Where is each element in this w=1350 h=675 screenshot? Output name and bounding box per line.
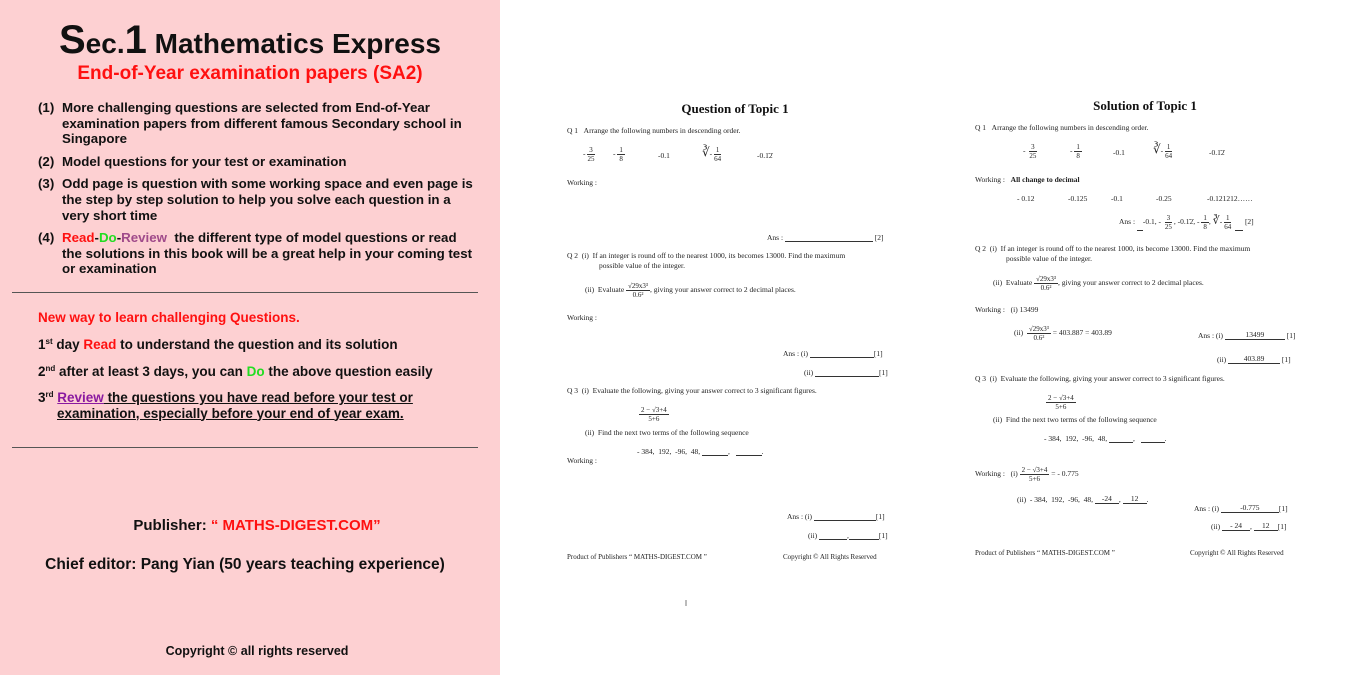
feature-list bbox=[38, 100, 478, 284]
numerator: 1 bbox=[619, 146, 623, 154]
question-text: Evaluate the following, giving your answer correct to 3 significant figures. bbox=[592, 386, 817, 395]
answer-blank[interactable] bbox=[810, 357, 874, 358]
answer-value: , -0.1̇2̇, bbox=[1173, 217, 1196, 227]
numerator: 2 − √3+4 bbox=[641, 406, 667, 414]
feature-number: (1) bbox=[38, 100, 55, 115]
decimal-value: -0.125 bbox=[1068, 194, 1088, 203]
answer-blank[interactable] bbox=[815, 376, 879, 377]
feature-text: Odd page is question with some working space and even page is the step by step solution to help you solve each question in a very short time bbox=[62, 176, 473, 223]
decimal-value: - 0.12 bbox=[1017, 194, 1035, 203]
learn-title: New way to learn challenging Questions. bbox=[38, 310, 300, 325]
marks: [1] bbox=[1277, 522, 1287, 531]
denominator: 25 bbox=[587, 155, 595, 163]
q3-expression bbox=[639, 406, 669, 423]
part-label: (ii) bbox=[993, 278, 1003, 288]
part-label: (i) bbox=[581, 386, 589, 395]
question-label: Q 3 bbox=[567, 386, 579, 395]
working-text: = 403.887 = 403.89 bbox=[1052, 328, 1112, 338]
denominator: 25 bbox=[1164, 223, 1172, 231]
feature-number: (2) bbox=[38, 153, 55, 169]
ordinal-suffix: nd bbox=[45, 363, 56, 373]
marks: [1] bbox=[873, 349, 883, 358]
part-label: (ii) bbox=[993, 415, 1003, 424]
question-label: Q 2 bbox=[975, 244, 987, 253]
marks: [1] bbox=[1278, 504, 1288, 513]
page-title: Question of Topic 1 bbox=[681, 101, 789, 116]
q3-answer-ii: (ii) - 24 , 12 [1] bbox=[1211, 521, 1287, 531]
dash: - bbox=[94, 230, 99, 246]
publisher-name: “ MATHS-DIGEST.COM” bbox=[210, 517, 381, 534]
marks: [1] bbox=[1281, 355, 1291, 364]
denominator: 64 bbox=[714, 155, 722, 163]
q1-item-root bbox=[702, 146, 723, 163]
ans-label: Ans : (i) bbox=[787, 512, 812, 521]
step-ordinal: 1 bbox=[38, 337, 46, 352]
learn-method bbox=[38, 310, 478, 432]
step-text: to understand the question and its solution bbox=[116, 337, 398, 352]
fraction bbox=[626, 282, 650, 299]
part-label: (ii) bbox=[1017, 495, 1027, 504]
fraction bbox=[1020, 466, 1050, 483]
q3-answer-i bbox=[787, 512, 885, 521]
question-text: , giving your answer correct to 2 decimal places. bbox=[1058, 278, 1204, 288]
step-text: day bbox=[52, 337, 84, 352]
q2-answer-i bbox=[783, 349, 883, 358]
keyword-review: Review bbox=[121, 230, 167, 246]
question-text: If an integer is round off to the nearest 1000, its becomes 13000. Find the maximum bbox=[592, 251, 846, 260]
sequence: - 384, 192, -96, 48, bbox=[1044, 434, 1108, 443]
fraction bbox=[1163, 214, 1174, 231]
marks: [1] bbox=[878, 531, 888, 540]
working-label: Working : bbox=[567, 313, 598, 322]
numerator: √29x3³ bbox=[1028, 325, 1049, 333]
feature-text: Model questions for your test or examination bbox=[62, 153, 347, 169]
fraction bbox=[1027, 325, 1051, 342]
question-text: Arrange the following numbers in descending order. bbox=[583, 126, 741, 135]
q1-working bbox=[975, 175, 1080, 184]
feature-text-rest: the different type of model questions or read the solutions in this book will be a great help in your coming test or examination bbox=[62, 230, 476, 277]
q2-part-i bbox=[975, 244, 1250, 253]
footer-copyright: Copyright © All Rights Reserved bbox=[1190, 549, 1284, 557]
question-text: If an integer is round off to the nearest 1000, its become 13000. Find the maximum bbox=[1000, 244, 1251, 253]
answer-value: 13499 bbox=[1225, 330, 1285, 340]
denominator: 5+6 bbox=[1029, 475, 1040, 483]
numerator: 3 bbox=[589, 146, 593, 154]
ans-label: Ans : bbox=[767, 233, 784, 242]
marks: [1] bbox=[875, 512, 885, 521]
cover-panel bbox=[0, 0, 500, 675]
numerator: 1 bbox=[1076, 143, 1080, 151]
chief-editor: Chief editor: Pang Yian (50 years teaching experience) bbox=[45, 556, 445, 573]
divider bbox=[12, 292, 478, 293]
step-text: the above question easily bbox=[264, 363, 433, 379]
marks: [1] bbox=[1286, 331, 1296, 340]
numerator: 2 − √3+4 bbox=[1021, 466, 1048, 474]
question-text: possible value of the integer. bbox=[599, 261, 686, 270]
numerator: 2 − √3+4 bbox=[1048, 394, 1074, 402]
ans-label: Ans : (i) bbox=[1198, 331, 1223, 340]
page-title: Solution of Topic 1 bbox=[1093, 98, 1197, 113]
term-value: 12 bbox=[1123, 494, 1147, 504]
q3-working-i bbox=[975, 466, 1079, 483]
fraction bbox=[639, 406, 669, 423]
footer-copyright: Copyright © All Rights Reserved bbox=[783, 553, 877, 561]
fraction bbox=[1046, 394, 1076, 411]
question-text: Find the next two terms of the following sequence bbox=[1005, 415, 1157, 424]
dash: - bbox=[116, 230, 122, 246]
q1-item: -0.1̇2̇ bbox=[757, 151, 773, 160]
denominator: 64 bbox=[1224, 223, 1232, 231]
publisher-label: Publisher: bbox=[133, 517, 211, 534]
part-label: (i) bbox=[989, 244, 997, 253]
q2-part-ii bbox=[993, 275, 1204, 292]
title-ec: ec. bbox=[85, 28, 125, 59]
q3-part-ii bbox=[585, 428, 749, 437]
step-2 bbox=[38, 364, 478, 380]
question-text: Evaluate the following, giving your answer correct to 3 significant figures. bbox=[1000, 374, 1225, 383]
question-text: Evaluate bbox=[1005, 278, 1033, 288]
numerator: 1 bbox=[1166, 143, 1171, 151]
answer-value: - 24 bbox=[1222, 521, 1250, 531]
marks: [2] bbox=[874, 233, 884, 242]
decimal-value: -0.25 bbox=[1156, 194, 1172, 203]
title-rest: Mathematics Express bbox=[146, 28, 441, 59]
review-link[interactable]: Review bbox=[57, 390, 104, 405]
blank bbox=[1109, 442, 1133, 443]
feature-item bbox=[38, 176, 478, 223]
q1-item bbox=[583, 146, 597, 163]
q1-item-root bbox=[1153, 143, 1174, 160]
sign: - bbox=[583, 149, 586, 159]
numerator: √29x3³ bbox=[628, 282, 648, 290]
sign: - bbox=[1070, 146, 1073, 156]
part-label: (ii) bbox=[585, 428, 595, 437]
title-number: 1 bbox=[124, 18, 147, 62]
q3-answer-i bbox=[1194, 503, 1288, 513]
working-label: Working : bbox=[975, 175, 1006, 184]
numerator: 1 bbox=[1225, 214, 1230, 222]
part-label: (i) bbox=[989, 374, 997, 383]
fraction bbox=[1034, 275, 1058, 292]
step-ordinal: 3 bbox=[38, 390, 46, 405]
answer-value: -0.775 bbox=[1221, 503, 1279, 513]
denominator: 5+6 bbox=[648, 415, 660, 423]
question-label: Q 1 bbox=[567, 126, 579, 135]
numerator: √29x3³ bbox=[1036, 275, 1056, 283]
feature-number: (4) bbox=[38, 230, 55, 246]
q1-prompt bbox=[975, 123, 1149, 132]
q3-part-i bbox=[975, 374, 1225, 383]
fraction bbox=[1222, 214, 1233, 231]
feature-text: More challenging questions are selected from End-of-Year examination papers from different famous Secondary school in Singapore bbox=[62, 100, 462, 147]
q1-item bbox=[1023, 143, 1038, 160]
denominator: 8 bbox=[1203, 223, 1207, 231]
blank bbox=[1141, 442, 1165, 443]
sign: - bbox=[613, 149, 616, 159]
q1-item bbox=[1070, 143, 1082, 160]
q1-item: -0.1 bbox=[1113, 148, 1125, 157]
marks: [1] bbox=[879, 368, 888, 377]
working-note: All change to decimal bbox=[1010, 175, 1080, 184]
step-text: the questions you have read before your test or bbox=[103, 390, 413, 405]
question-text: Evaluate bbox=[597, 285, 625, 295]
blank bbox=[1137, 230, 1143, 231]
q3-expression bbox=[1046, 394, 1076, 411]
working-text: (i) 13499 bbox=[1010, 305, 1039, 314]
ans-label: Ans : (i) bbox=[783, 349, 808, 358]
fraction bbox=[709, 146, 723, 163]
ans-label: (ii) bbox=[808, 531, 818, 540]
ordinal-suffix: rd bbox=[45, 390, 54, 399]
part-label: (i) bbox=[1010, 469, 1018, 479]
denominator: 64 bbox=[1165, 152, 1173, 160]
keyword-read: Read bbox=[62, 230, 95, 246]
fraction bbox=[1201, 214, 1209, 231]
question-text: Arrange the following numbers in descending order. bbox=[991, 123, 1149, 132]
denominator: 25 bbox=[1029, 152, 1037, 160]
ans-label: (ii) bbox=[1211, 522, 1221, 531]
cube-root-icon: ∛ bbox=[1153, 142, 1161, 157]
cube-root-icon: ∛ bbox=[1212, 215, 1220, 228]
blank bbox=[1235, 230, 1243, 231]
working-label: Working : bbox=[975, 305, 1006, 314]
q2-part-ii bbox=[585, 282, 796, 299]
copyright: Copyright © all rights reserved bbox=[165, 644, 349, 658]
working-label: Working : bbox=[567, 178, 598, 187]
denominator: 0.6² bbox=[632, 291, 644, 299]
answer-blank[interactable] bbox=[702, 455, 728, 456]
feature-number: (3) bbox=[38, 176, 55, 192]
q3-answer-ii bbox=[808, 531, 888, 540]
denominator: 0.6² bbox=[1040, 284, 1052, 292]
question-label: Q 2 bbox=[567, 251, 579, 260]
answer-blank[interactable] bbox=[849, 539, 879, 540]
solution-page bbox=[965, 0, 1325, 675]
term-value: -24 bbox=[1095, 494, 1119, 504]
footer-publisher: Product of Publishers “ MATHS-DIGEST.COM ” bbox=[567, 553, 707, 561]
denominator: 8 bbox=[1076, 152, 1080, 160]
step-ordinal: 2 bbox=[38, 363, 46, 379]
q3-sequence: - 384, 192, -96, 48, , . bbox=[637, 447, 764, 456]
numerator: 1 bbox=[715, 146, 720, 154]
q3-working-ii: (ii) - 384, 192, -96, 48, -24 , 12 . bbox=[1017, 494, 1149, 504]
answer-blank[interactable] bbox=[785, 241, 873, 242]
sequence: - 384, 192, -96, 48, bbox=[637, 447, 701, 456]
step-text: after at least 3 days, you can bbox=[55, 363, 247, 379]
q2-part-i bbox=[567, 251, 845, 260]
q1-answer: Ans : -0.1, - $\frac{3}{25}$ , -0.1̇2̇, - $\frac{1}{8}$ , ∛- $\frac{1}{64}$ [2] bbox=[1119, 214, 1254, 231]
marks: [2] bbox=[1244, 217, 1254, 227]
question-label: Q 3 bbox=[975, 374, 987, 383]
q3-part-ii bbox=[993, 415, 1157, 424]
cube-root-icon: ∛ bbox=[702, 145, 710, 160]
q1-item: -0.1̇2̇ bbox=[1209, 148, 1225, 157]
denominator: 0.6² bbox=[1033, 334, 1045, 342]
ordinal-suffix: st bbox=[45, 337, 53, 346]
feature-item bbox=[38, 100, 478, 147]
numerator: 3 bbox=[1166, 214, 1171, 222]
fraction bbox=[617, 146, 625, 163]
q1-item bbox=[613, 146, 625, 163]
working-label: Working : bbox=[567, 456, 598, 465]
question-label: Q 1 bbox=[975, 123, 987, 132]
ans-label: Ans : bbox=[1119, 217, 1136, 227]
question-text: possible value of the integer. bbox=[1006, 254, 1093, 263]
sign: - bbox=[709, 149, 713, 159]
sequence: - 384, 192, -96, 48, bbox=[1029, 495, 1094, 504]
fraction bbox=[586, 146, 597, 163]
q1-prompt bbox=[567, 126, 741, 135]
q2-working-ii bbox=[1014, 325, 1112, 342]
q1-answer bbox=[767, 233, 884, 242]
question-text: Find the next two terms of the following sequence bbox=[597, 428, 749, 437]
feature-text bbox=[62, 230, 478, 277]
keyword-do: Do bbox=[246, 363, 265, 379]
answer-value: 12 bbox=[1254, 521, 1278, 531]
step-text: examination, especially before your end of year exam. bbox=[57, 405, 404, 421]
sign: - bbox=[1160, 146, 1164, 156]
fraction bbox=[1160, 143, 1174, 160]
answer-value: -0.1, bbox=[1142, 217, 1157, 227]
sign: - bbox=[1023, 146, 1026, 156]
fraction bbox=[1074, 143, 1082, 160]
denominator: 8 bbox=[619, 155, 623, 163]
ans-label: Ans : (i) bbox=[1194, 504, 1219, 513]
numerator: 1 bbox=[1203, 214, 1207, 222]
denominator: 5+6 bbox=[1055, 403, 1067, 411]
answer-blank[interactable] bbox=[814, 520, 876, 521]
keyword-read: Read bbox=[83, 337, 117, 352]
keyword-do: Do bbox=[98, 230, 117, 246]
step-3 bbox=[38, 390, 478, 421]
fraction bbox=[1027, 143, 1038, 160]
book-subtitle: End-of-Year examination papers (SA2) bbox=[77, 63, 423, 84]
q2-working bbox=[975, 305, 1038, 314]
question-text: , giving your answer correct to 2 decimal places. bbox=[650, 285, 796, 295]
part-label: (i) bbox=[581, 251, 589, 260]
feature-item bbox=[38, 154, 478, 170]
book-title bbox=[0, 18, 500, 63]
divider bbox=[12, 447, 478, 448]
part-label: (ii) bbox=[1014, 328, 1024, 338]
decimal-value: -0.1 bbox=[1111, 194, 1123, 203]
q3-sequence: - 384, 192, -96, 48, , . bbox=[1044, 434, 1167, 443]
q1-item: -0.1 bbox=[658, 151, 670, 160]
q2-answer-ii bbox=[1217, 354, 1291, 364]
feature-item bbox=[38, 230, 478, 277]
ans-label: (ii) bbox=[1217, 355, 1227, 364]
title-s: S bbox=[58, 18, 86, 62]
answer-value: 403.89 bbox=[1228, 354, 1280, 364]
ans-label: (ii) bbox=[804, 368, 814, 377]
separator: , bbox=[847, 531, 849, 540]
q3-part-i bbox=[567, 386, 817, 395]
working-text: = - 0.775 bbox=[1051, 469, 1079, 479]
footer-publisher: Product of Publishers “ MATHS-DIGEST.COM ” bbox=[975, 549, 1115, 557]
working-label: Working : bbox=[975, 469, 1006, 479]
step-1 bbox=[38, 337, 478, 353]
numerator: 3 bbox=[1031, 143, 1035, 151]
answer-blank[interactable] bbox=[736, 455, 762, 456]
q2-answer-ii bbox=[804, 368, 888, 377]
answer-blank[interactable] bbox=[819, 539, 847, 540]
question-page bbox=[555, 0, 915, 675]
publisher bbox=[0, 517, 514, 534]
q2-answer-i bbox=[1198, 330, 1296, 340]
scan-mark bbox=[685, 600, 687, 606]
part-label: (ii) bbox=[585, 285, 595, 295]
decimal-value: -0.121212…… bbox=[1207, 194, 1253, 203]
